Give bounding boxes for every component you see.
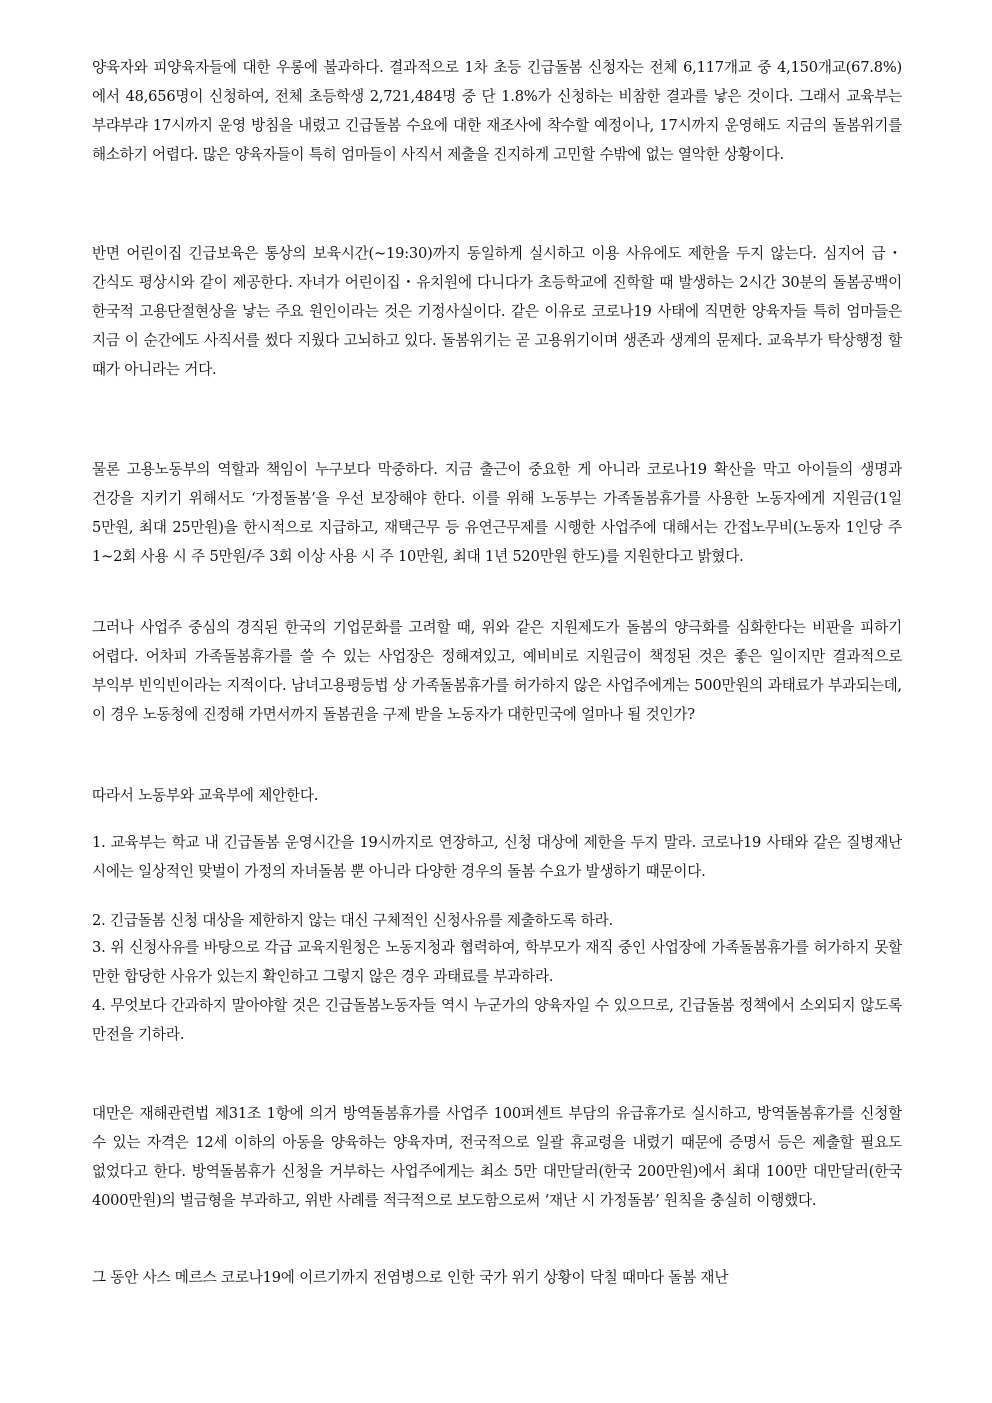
paragraph-care-service-result: 양육자와 피양육자들에 대한 우롱에 불과하다. 결과적으로 1차 초등 긴급돌봄 신청자는 전체 6,117개교 중 4,150개교(67.8%)에서 48,656명이 신청하여, 전체 초등학생 2,721,484명 중 단 1.8%가 신청하는 비참한 결과를 낳은 것이다. 그래서 교육부는 부랴부랴 17시까지 운영 방침을 내렸고 긴급돌봄 수요에 대한 재조사에 착수할 예정이나, 17시까지 운영해도 지금의 돌봄위기를 해소하기 어렵다. 많은 양육자들이 특히 엄마들이 사직서 제출을 진지하게 고민할 수밖에 없는 열악한 상황이다. [92, 59, 902, 163]
proposal-item-2: 2. 긴급돌봄 신청 대상을 제한하지 않는 대신 구체적인 신청사유를 제출하도록 하라. [92, 912, 613, 929]
proposal-item-1: 1. 교육부는 학교 내 긴급돌봄 운영시간을 19시까지로 연장하고, 신청 대상에 제한을 두지 말라. 코로나19 사태와 같은 질병재난 시에는 일상적인 맞벌이 가정의 자녀돌봄 뿐 아니라 다양한 경우의 돌봄 수요가 발생하기 때문이다. [92, 834, 902, 880]
paragraph-proposal-intro: 따라서 노동부와 교육부에 제안한다. [92, 787, 319, 804]
paragraph-corporate-culture: 그러나 사업주 중심의 경직된 한국의 기업문화를 고려할 때, 위와 같은 지원제도가 돌봄의 양극화를 심화한다는 비판을 피하기 어렵다. 어차피 가족돌봄휴가를 쓸 수 있는 사업장은 정해져있고, 예비비로 지원금이 책정된 것은 좋은 일이지만 결과적으로 부익부 빈익빈이라는 지적이다. 남녀고용평등법 상 가족돌봄휴가를 허가하지 않은 사업주에게는 500만원의 과태료가 부과되는데, 이 경우 노동청에 진정해 가면서까지 돌봄권을 구제 받을 노동자가 대한민국에 얼마나 될 것인가? [92, 619, 902, 723]
paragraph-taiwan-case: 대만은 재해관련법 제31조 1항에 의거 방역돌봄휴가를 사업주 100퍼센트 부담의 유급휴가로 실시하고, 방역돌봄휴가를 신청할 수 있는 자격은 12세 이하의 아동을 양육하는 양육자며, 전국적으로 일괄 휴교령을 내렸기 때문에 증명서 등은 제출할 필요도 없었다고 한다. 방역돌봄휴가 신청을 거부하는 사업주에게는 최소 5만 대만달러(한국 200만원)에서 최대 100만 대만달러(한국 4000만원)의 벌금형을 부과하고, 위반 사례를 적극적으로 보도함으로써 ‘재난 시 가정돌봄’ 원칙을 충실히 이행했다. [92, 1105, 902, 1209]
paragraph-daycare-emergency: 반면 어린이집 긴급보육은 통상의 보육시간(~19:30)까지 동일하게 실시하고 이용 사유에도 제한을 두지 않는다. 심지어 급・간식도 평상시와 같이 제공한다. 자녀가 어린이집・유치원에 다니다가 초등학교에 진학할 때 발생하는 2시간 30분의 돌봄공백이 한국적 고용단절현상을 낳는 주요 원인이라는 것은 기정사실이다. 같은 이유로 코로나19 사태에 직면한 양육자들 특히 엄마들은 지금 이 순간에도 사직서를 썼다 지웠다 고뇌하고 있다. 돌봄위기는 곧 고용위기이며 생존과 생계의 문제다. 교육부가 탁상행정 할 때가 아니라는 거다. [92, 245, 902, 378]
paragraph-epidemic-history: 그 동안 사스 메르스 코로나19에 이르기까지 전염병으로 인한 국가 위기 상황이 닥칠 때마다 돌봄 재난 [92, 1269, 729, 1286]
proposal-item-4: 4. 무엇보다 간과하지 말아야할 것은 긴급돌봄노동자들 역시 누군가의 양육자일 수 있으므로, 긴급돌봄 정책에서 소외되지 않도록 만전을 기하라. [92, 997, 902, 1043]
proposal-item-3: 3. 위 신청사유를 바탕으로 각급 교육지원청은 노동지청과 협력하여, 학부모가 재직 중인 사업장에 가족돌봄휴가를 허가하지 못할 만한 합당한 사유가 있는지 확인하고 그렇지 않은 경우 과태료를 부과하라. [92, 939, 902, 985]
paragraph-labor-ministry: 물론 고용노동부의 역할과 책임이 누구보다 막중하다. 지금 출근이 중요한 게 아니라 코로나19 확산을 막고 아이들의 생명과 건강을 지키기 위해서도 ‘가정돌봄’을 우선 보장해야 한다. 이를 위해 노동부는 가족돌봄휴가를 사용한 노동자에게 지원금(1일 5만원, 최대 25만원)을 한시적으로 지급하고, 재택근무 등 유연근무제를 시행한 사업주에 대해서는 간접노무비(노동자 1인당 주 1~2회 사용 시 주 5만원/주 3회 이상 사용 시 주 10만원, 최대 1년 520만원 한도)를 지원한다고 밝혔다. [92, 461, 902, 565]
